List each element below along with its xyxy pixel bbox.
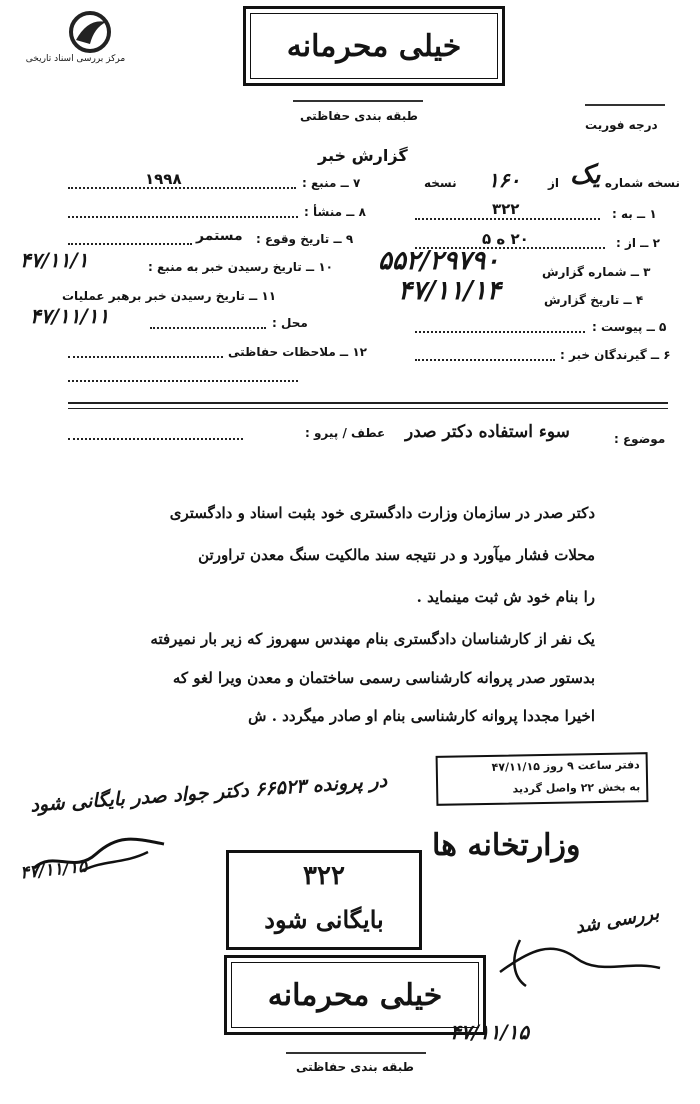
bottom-classification-label: طبقه بندی حفاظتی [296,1060,414,1074]
bottom-confidential-text: خیلی محرمانه [231,962,479,1028]
fields-divider [68,402,668,404]
field-of-label: از [548,176,560,190]
field-source-received-value: ۴۷/۱۱/۱ [20,248,89,272]
field-report-date-value: ۴۷/۱۱/۱۴ [398,276,501,306]
archive-stamp-number: ۳۲۲ [303,861,345,891]
classification-label: طبقه بندی حفاظتی [300,109,418,123]
field-to-value: ۳۲۲ [492,200,520,218]
reference-line [68,438,243,440]
subject-value: سوء استفاده دکتر صدر [405,422,570,442]
body-line-2: محلات فشار میآورد و در نتیجه سند مالکیت سنگ معدن تراورتن [198,546,595,564]
fields-divider-2 [68,408,668,409]
report-title: گزارش خبر [318,146,408,165]
field-report-number-value: ۵۵۲/۲۹۷۹۰ [378,246,500,276]
body-line-1: دکتر صدر در سازمان وزارت دادگستری خود بثبت اسناد و دادگستری [169,504,595,522]
field-source-value: ۱۹۹۸ [145,170,182,188]
archive-logo [18,10,133,70]
header-divider [293,100,423,102]
field-operations-received-value: ۴۷/۱۱/۱۱ [30,304,110,328]
field-source-label: ۷ ــ منبع : [302,176,361,190]
signature-note: بررسی شد [573,902,661,939]
field-security-notes-line [68,356,223,358]
handwritten-note-date: ۴۷/۱۱/۱۵ [19,856,89,884]
subject-label: موضوع : [614,432,666,446]
field-copies-label: نسخه [424,176,457,190]
field-occurrence-date-label: ۹ ــ تاریخ وقوع : [256,232,354,246]
bottom-divider [286,1052,426,1054]
received-stamp-line2: به بخش ۲۲ واصل گردید [512,780,641,796]
field-occurrence-date-value: مستمر [196,228,243,244]
field-source-received-label: ۱۰ ــ تاریخ رسیدن خبر به منبع : [148,260,333,274]
field-origin-line [68,216,298,218]
signature-date: ۴۷/۱۱/۱۵ [450,1020,530,1044]
top-confidential-text: خیلی محرمانه [250,13,498,79]
urgency-label: درجه فوریت [585,118,658,132]
field-origin-label: ۸ ــ منشأ : [304,205,366,219]
field-operations-received-label: ۱۱ ــ تاریخ رسیدن خبر برهبر عملیات [62,289,277,303]
archive-stamp-text: بایگانی شود [264,905,384,934]
field-attachment-line [415,331,585,333]
field-security-notes-line-2 [68,380,298,382]
archive-stamp [226,850,422,950]
field-copy-number-value: یک [570,160,601,190]
logo-caption: مرکز بررسی اسناد تاریخی [25,54,126,64]
field-from-label: ۲ ــ از : [616,236,660,250]
field-report-date-label: ۴ ــ تاریخ گزارش [544,293,644,307]
field-of-value: ۱۶۰ [488,168,521,192]
reference-label: عطف / پیرو : [305,426,386,440]
field-security-notes-label: ۱۲ ــ ملاحظات حفاظتی [228,345,367,359]
field-from-value: ۲۰ ه ۵ [482,230,529,248]
bottom-confidential-stamp [224,955,486,1035]
field-source-line [68,187,296,189]
field-report-number-label: ۳ ــ شماره گزارش [542,265,651,279]
field-place-label: محل : [272,316,308,330]
field-to-line [415,218,600,220]
field-attachment-label: ۵ ــ پیوست : [592,320,667,334]
logo-emblem-icon [18,10,133,56]
field-copy-number-label: نسخه شماره [604,176,680,190]
top-confidential-stamp [243,6,505,86]
field-recipients-line [415,359,555,361]
signature-scrawl-icon [480,930,670,990]
received-stamp [436,752,649,806]
body-line-5: بدستور صدر پروانه کارشناسی رسمی ساختمان و معدن ویرا لغو که [172,669,595,687]
field-recipients-label: ۶ ــ گیرندگان خبر : [560,348,671,362]
ministries-label: وزارتخانه ها [432,828,581,863]
urgency-divider [585,104,665,106]
body-line-3: را بنام خود ش ثبت مینماید . [416,588,595,606]
handwritten-archive-note: در پرونده ۶۶۵۲۳ دکتر جواد صدر بایگانی شود [29,769,388,817]
field-place-line [150,327,266,329]
body-line-4: یک نفر از کارشناسان دادگستری بنام مهندس سهروز که زیر بار نمیرفته [150,630,595,648]
field-to-label: ۱ ــ به : [612,207,657,221]
received-stamp-line1: دفتر ساعت ۹ روز ۴۷/۱۱/۱۵ [491,758,640,774]
body-line-6: اخیرا مجددا پروانه کارشناسی بنام او صادر میگردد . ش [248,707,595,725]
field-occurrence-date-line [68,243,192,245]
